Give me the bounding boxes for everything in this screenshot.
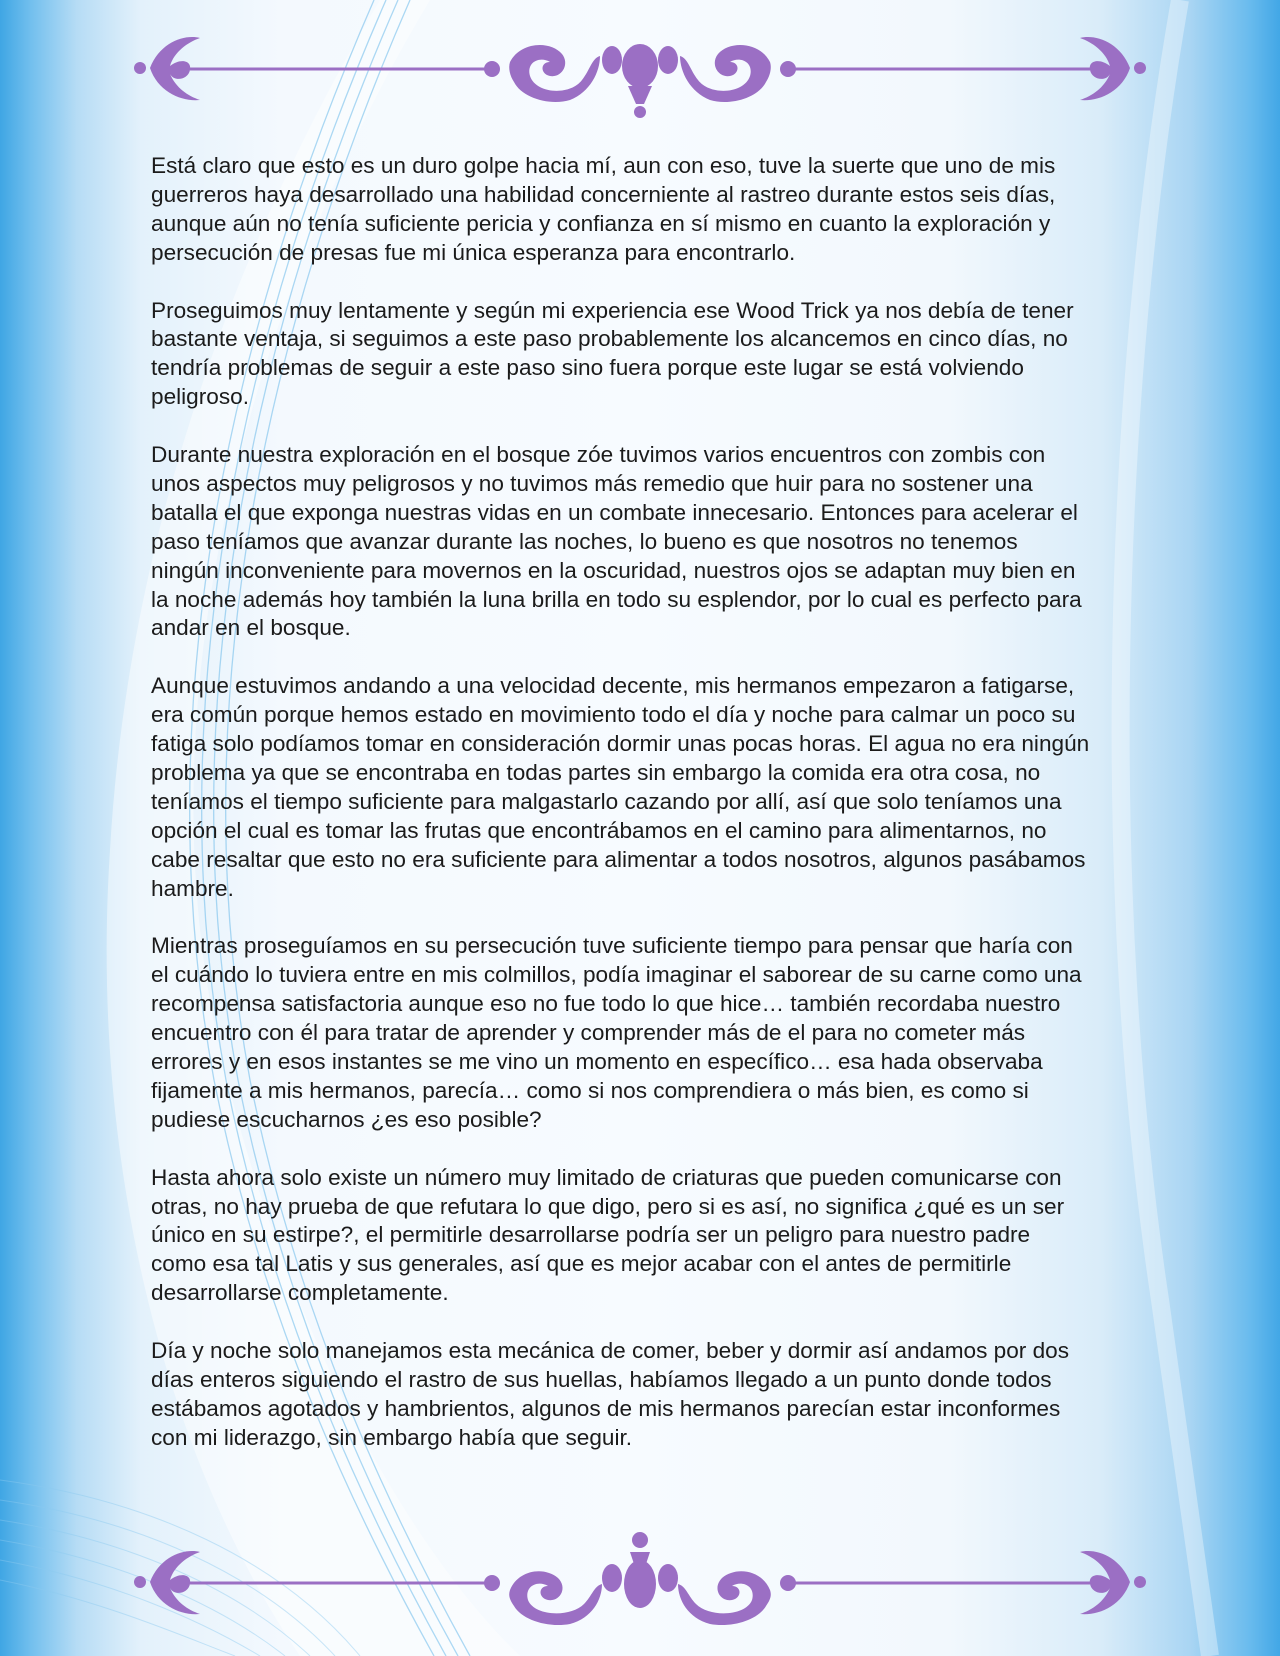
bottom-ornament-icon	[130, 1530, 1150, 1630]
document-body	[151, 152, 1091, 1482]
paragraph: Está claro que esto es un duro golpe hacia mí, aun con eso, tuve la suerte que uno de mis guerreros haya desarrollado una habilidad concerniente al rastreo durante estos seis días, aunque aún no tenía suficiente pericia y confianza en sí mismo en cuanto la exploración y persecución de presas fue mi única esperanza para encontrarlo.	[151, 153, 1056, 265]
paragraph: Aunque estuvimos andando a una velocidad decente, mis hermanos empezaron a fatigarse, era común porque hemos estado en movimiento todo el día y noche para calmar un poco su fatiga solo podíamos tomar en consideración dormir unas pocas horas. El agua no era ningún problema ya que se encontraba en todas partes sin embargo la comida era otra cosa, no teníamos el tiempo suficiente para malgastarlo cazando por allí, así que solo teníamos una opción el cual es tomar las frutas que encontrábamos en el camino para alimentarnos, no cabe resaltar que esto no era suficiente para alimentar a todos nosotros, algunos pasábamos hambre.	[151, 673, 1090, 901]
top-ornament-icon	[130, 22, 1150, 122]
paragraph: Mientras proseguíamos en su persecución tuve suficiente tiempo para pensar que haría con el cuándo lo tuviera entre en mis colmillos, podía imaginar el saborear de su carne como una recompensa satisfactoria aunque eso no fue todo lo que hice… también recordaba nuestro encuentro con él para tratar de aprender y comprender más de el para no cometer más errores y en esos instantes se me vino un momento en específico… esa hada observaba fijamente a mis hermanos, parecía… como si nos comprendiera o más bien, es como si pudiese escucharnos ¿es eso posible?	[151, 933, 1082, 1132]
paragraph: Día y noche solo manejamos esta mecánica de comer, beber y dormir así andamos por dos días enteros siguiendo el rastro de sus huellas, habíamos llegado a un punto donde todos estábamos agotados y hambrientos, algunos de mis hermanos parecían estar inconformes con mi liderazgo, sin embargo había que seguir.	[151, 1338, 1070, 1450]
paragraph: Proseguimos muy lentamente y según mi experiencia ese Wood Trick ya nos debía de tener bastante ventaja, si seguimos a este paso probablemente los alcancemos en cinco días, no tendría problemas de seguir a este paso sino fuera porque este lugar se está volviendo peligroso.	[151, 297, 1074, 410]
paragraph: Hasta ahora solo existe un número muy limitado de criaturas que pueden comunicarse con otras, no hay prueba de que refutara lo que digo, pero si es así, no significa ¿qué es un ser único en su estirpe?, el permitirle desarrollarse podría ser un peligro para nuestro padre como esa tal Latis y sus generales, así que es mejor acabar con el antes de permitirle desarrollarse completamente.	[151, 1164, 1065, 1306]
paragraph: Durante nuestra exploración en el bosque zóe tuvimos varios encuentros con zombis con unos aspectos muy peligrosos y no tuvimos más remedio que huir para no sostener una batalla el que exponga nuestras vidas en un combate innecesario. Entonces para acelerar el paso teníamos que avanzar durante las noches, lo bueno es que nosotros no tenemos ningún inconveniente para movernos en la oscuridad, nuestros ojos se adaptan muy bien en la noche además hoy también la luna brilla en todo su esplendor, por lo cual es perfecto para andar en el bosque.	[151, 442, 1082, 641]
